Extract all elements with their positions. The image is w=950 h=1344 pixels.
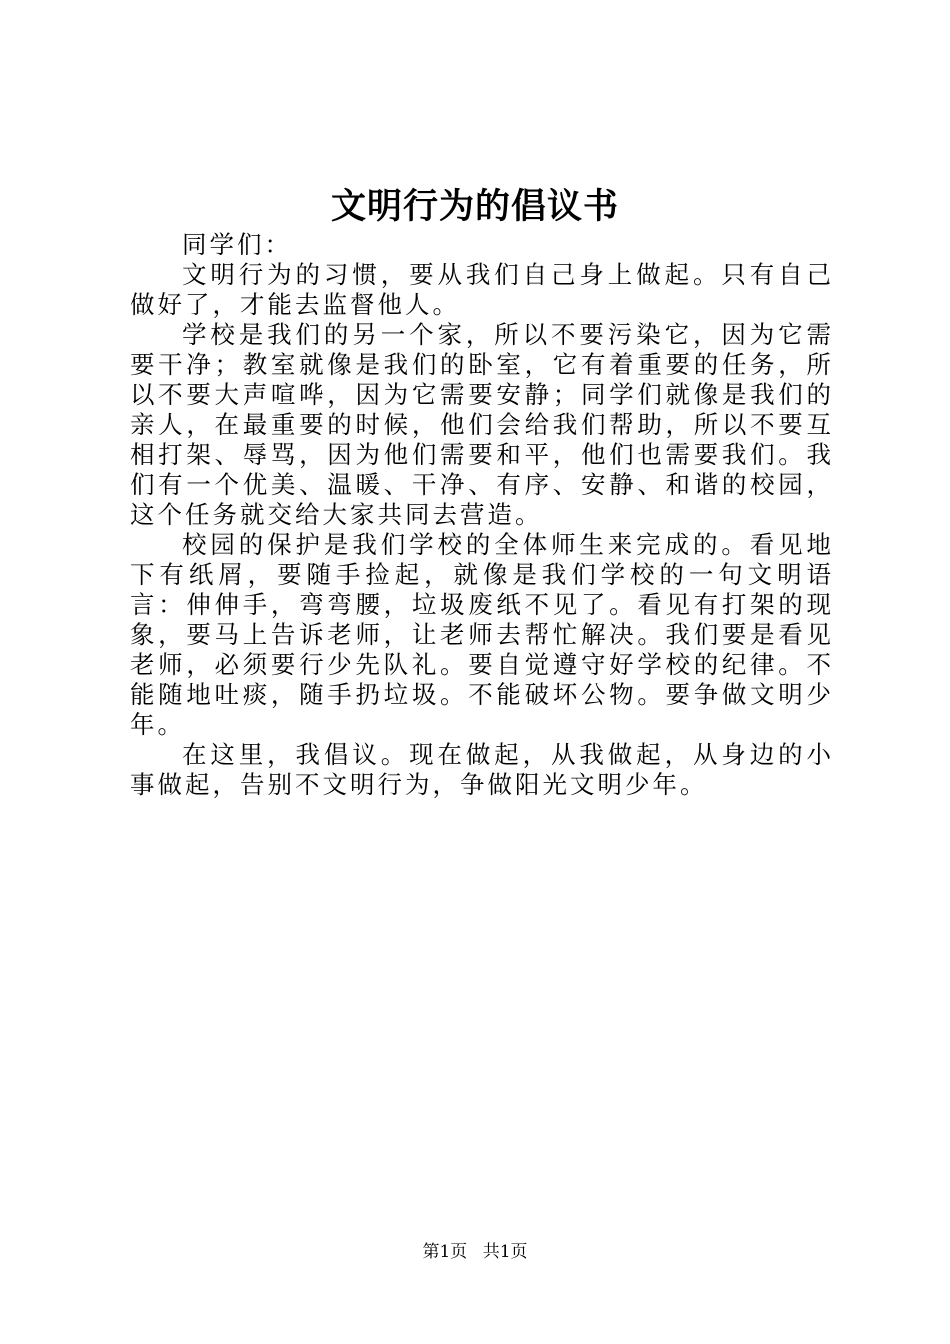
salutation: 同学们： bbox=[182, 230, 292, 259]
page-total: 共1页 bbox=[482, 1242, 528, 1262]
paragraph-3: 校园的保护是我们学校的全体师生来完成的。看见地下有纸屑，要随手捡起，就像是我们学校的一句文明语言：伸伸手，弯弯腰，垃圾废纸不见了。看见有打架的现象，要马上告诉老师，让老师去帮忙解决。我们要是看见老师，必须要行少先队礼。要自觉遵守好学校的纪律。不能随地吐痰，随手扔垃圾。不能破坏公物。要争做文明少年。 bbox=[130, 530, 834, 739]
document-title: 文明行为的倡议书 bbox=[330, 187, 619, 227]
page-number: 第1页 bbox=[422, 1242, 468, 1262]
paragraph-1: 文明行为的习惯，要从我们自己身上做起。只有自己做好了，才能去监督他人。 bbox=[130, 260, 834, 319]
paragraph-2: 学校是我们的另一个家，所以不要污染它，因为它需要干净；教室就像是我们的卧室，它有着重要的任务，所以不要大声喧哗，因为它需要安静；同学们就像是我们的亲人，在最重要的时候，他们会给我们帮助，所以不要互相打架、辱骂，因为他们需要和平，他们也需要我们。我们有一个优美、温暖、干净、有序、安静、和谐的校园，这个任务就交给大家共同去营造。 bbox=[130, 320, 834, 529]
document-body bbox=[130, 230, 834, 800]
page-footer bbox=[0, 1240, 950, 1264]
paragraph-4: 在这里，我倡议。现在做起，从我做起，从身边的小事做起，告别不文明行为，争做阳光文明少年。 bbox=[130, 740, 834, 799]
